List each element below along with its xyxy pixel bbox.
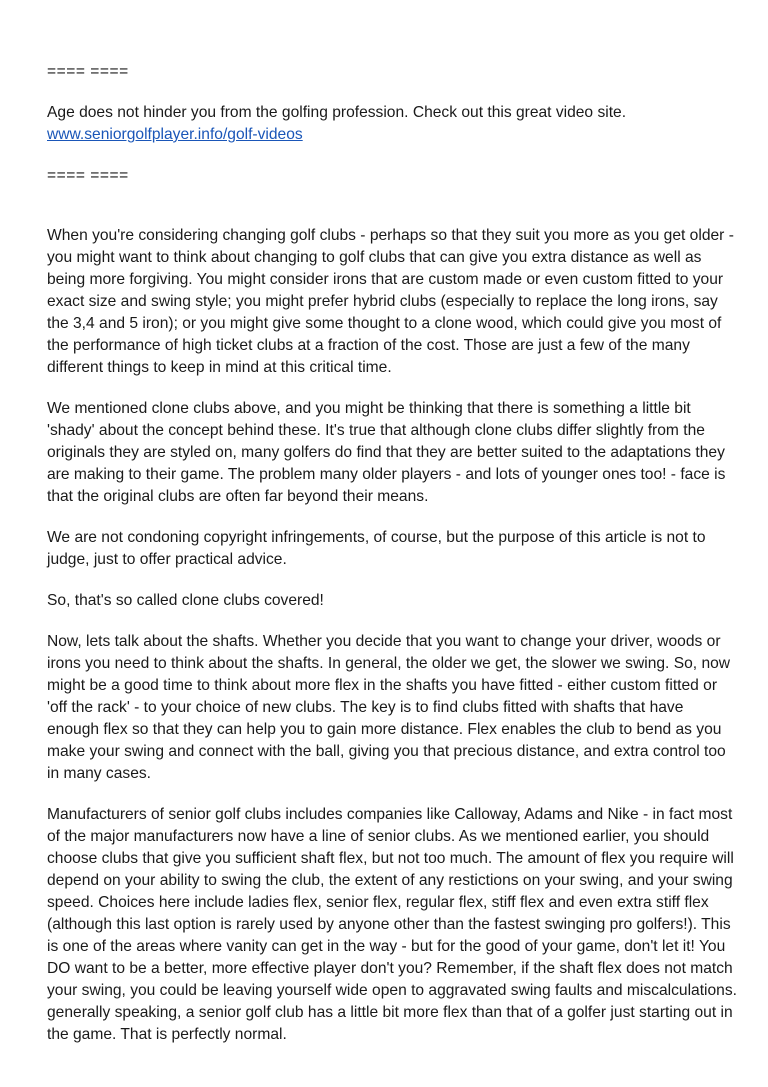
paragraph-clone-summary: So, that's so called clone clubs covered!: [47, 592, 324, 609]
paragraph-manufacturers: Manufacturers of senior golf clubs includes companies like Calloway, Adams and Nike - in fact most of the major manufacturers now have a line of senior clubs. As we mentioned earlier, you should choose clubs that give you sufficient shaft flex, but not too much. The amount of flex you require will depend on your ability to swing the club, the extent of any restictions on your swing, and your swing speed. Choices here include ladies flex, senior flex, regular flex, stiff flex and even extra stiff flex (although this last option is rarely used by anyone other than the fastest swinging pro golfers!). This is one of the areas where vanity can get in the way - but for the good of your game, don't let it! You DO want to be a better, more effective player don't you? Remember, if the shaft flex does not match your swing, you could be leaving yourself wide open to aggravated swing faults and miscalculations. generally speaking, a senior golf club has a little bit more flex than that of a golfer just starting out in the game. That is perfectly normal.: [47, 806, 737, 1043]
paragraph-changing-clubs: When you're considering changing golf clubs - perhaps so that they suit you more as you get older - you might want to think about changing to golf clubs that can give you extra distance as well as being more forgiving. You might consider irons that are custom made or even custom fitted to your exact size and swing style; you might prefer hybrid clubs (especially to replace the long irons, say the 3,4 and 5 iron); or you might give some thought to a clone wood, which could give you most of the performance of high ticket clubs at a fraction of the cost. Those are just a few of the many different things to keep in mind at this critical time.: [47, 227, 734, 376]
document-page: [47, 61, 737, 1065]
paragraph-clone-clubs: We mentioned clone clubs above, and you might be thinking that there is something a little bit 'shady' about the concept behind these. It's true that although clone clubs differ slightly from the originals they are styled on, many golfers do find that they are better suited to the adaptations they are making to their game. The problem many older players - and lots of younger ones too! - face is that the original clubs are often far beyond their means.: [47, 400, 726, 505]
intro-text: Age does not hinder you from the golfing profession. Check out this great video site.: [47, 104, 627, 121]
paragraph-shafts: Now, lets talk about the shafts. Whether you decide that you want to change your driver, woods or irons you need to think about the shafts. In general, the older we get, the slower we swing. So, now might be a good time to think about more flex in the shafts you have fitted - either custom fitted or 'off the rack' - to your choice of new clubs. The key is to find clubs fitted with shafts that have enough flex so that they can help you to gain more distance. Flex enables the club to bend as you make your swing and connect with the ball, giving you that precious distance, and extra control too in many cases.: [47, 633, 731, 782]
article-body: [47, 225, 737, 1046]
separator-top: ==== ====: [47, 63, 129, 80]
paragraph-copyright: We are not condoning copyright infringements, of course, but the purpose of this article is not to judge, just to offer practical advice.: [47, 529, 706, 568]
video-site-link[interactable]: www.seniorgolfplayer.info/golf-videos: [47, 126, 303, 143]
separator-bottom: ==== ====: [47, 167, 129, 184]
